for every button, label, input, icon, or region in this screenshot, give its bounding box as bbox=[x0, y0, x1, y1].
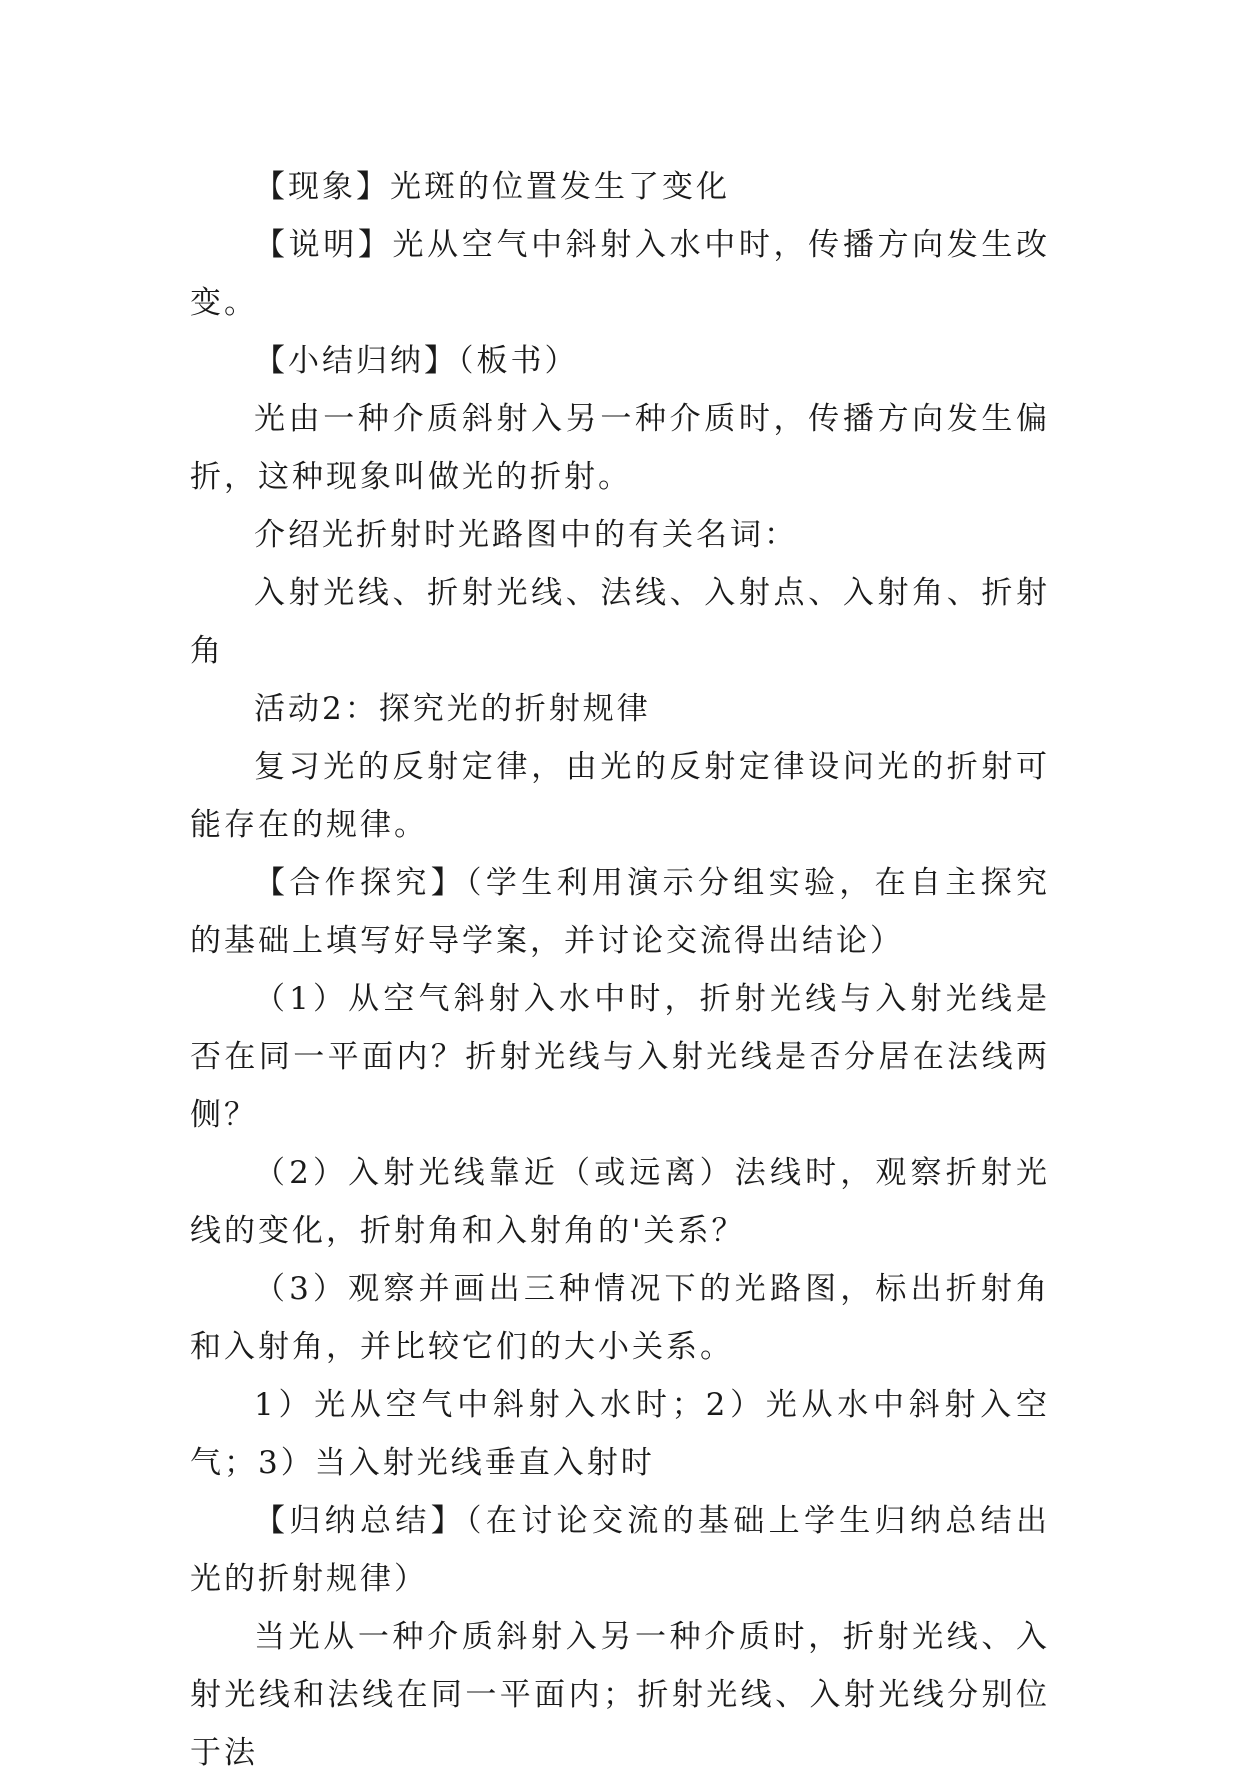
paragraph-conclusion-heading: 【归纳总结】（在讨论交流的基础上学生归纳总结出光的折射规律） bbox=[190, 1503, 1050, 1597]
paragraph-question-2: （2）入射光线靠近（或远离）法线时，观察折射光线的变化，折射角和入射角的'关系？ bbox=[190, 1155, 1050, 1249]
paragraph-activity-2: 活动2：探究光的折射规律 bbox=[254, 691, 651, 727]
paragraph-refraction-law: 当光从一种介质斜射入另一种介质时，折射光线、入射光线和法线在同一平面内；折射光线、入射光线分别位于法 bbox=[190, 1619, 1050, 1771]
paragraph-terms-list: 入射光线、折射光线、法线、入射点、入射角、折射角 bbox=[190, 575, 1050, 669]
paragraph-review: 复习光的反射定律，由光的反射定律设问光的折射可能存在的规律。 bbox=[190, 749, 1050, 843]
paragraph-phenomenon: 【现象】光斑的位置发生了变化 bbox=[254, 169, 730, 205]
paragraph-summary-heading: 【小结归纳】（板书） bbox=[254, 343, 579, 379]
paragraph-question-3: （3）观察并画出三种情况下的光路图，标出折射角和入射角，并比较它们的大小关系。 bbox=[190, 1271, 1050, 1365]
paragraph-refraction-definition: 光由一种介质斜射入另一种介质时，传播方向发生偏折，这种现象叫做光的折射。 bbox=[190, 401, 1050, 495]
paragraph-question-1: （1）从空气斜射入水中时，折射光线与入射光线是否在同一平面内？折射光线与入射光线是否分居在法线两侧？ bbox=[190, 981, 1050, 1133]
document-body bbox=[190, 158, 1050, 1782]
paragraph-explanation: 【说明】光从空气中斜射入水中时，传播方向发生改变。 bbox=[190, 227, 1050, 321]
paragraph-cases: 1）光从空气中斜射入水时；2）光从水中斜射入空气；3）当入射光线垂直入射时 bbox=[190, 1387, 1050, 1481]
paragraph-terms-intro: 介绍光折射时光路图中的有关名词： bbox=[254, 517, 798, 553]
paragraph-cooperative-inquiry: 【合作探究】（学生利用演示分组实验，在自主探究的基础上填写好导学案，并讨论交流得出结论） bbox=[190, 865, 1050, 959]
